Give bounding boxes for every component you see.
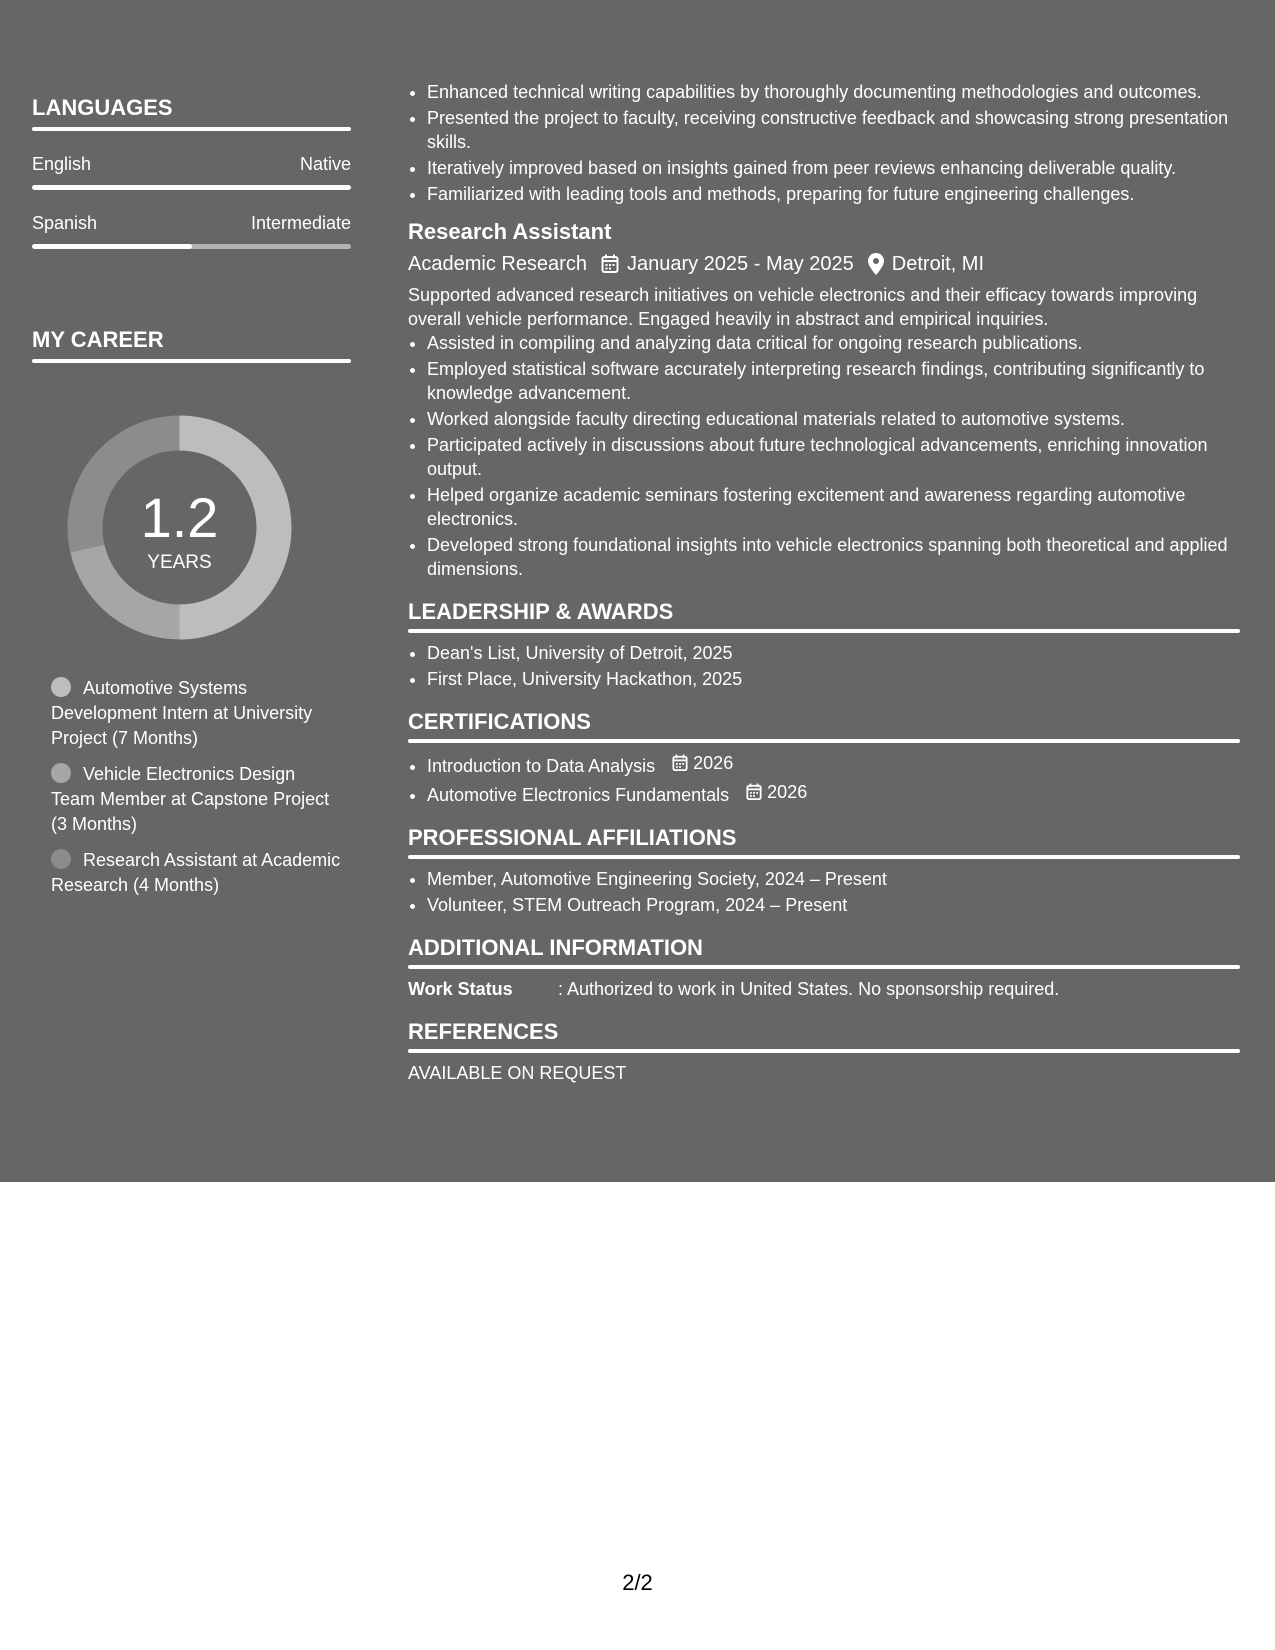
work-status-row: [408, 977, 1240, 1001]
section-rule: [408, 855, 1240, 859]
right-column: [408, 80, 1240, 1085]
affiliations-section: [408, 825, 1240, 917]
work-status-label: Work Status: [408, 979, 513, 999]
calendar-icon: [672, 754, 688, 772]
career-item-text: Vehicle Electronics Design Team Member at Capstone Project (3 Months): [51, 764, 330, 834]
language-item-english: [32, 153, 351, 190]
career-title: MY CAREER: [32, 327, 164, 352]
career-list: [51, 676, 341, 909]
career-rule: [32, 359, 351, 363]
section-rule: [408, 739, 1240, 743]
bullet-item: • Familiarized with leading tools and methods, preparing for future engineering challenges.: [427, 182, 1240, 206]
career-item: [51, 848, 341, 898]
language-bar: [32, 185, 351, 190]
certification-name: Automotive Electronics Fundamentals: [427, 785, 730, 805]
references-text: AVAILABLE ON REQUEST: [408, 1063, 627, 1083]
language-item-spanish: [32, 212, 351, 249]
page-number: 2/2: [622, 1570, 653, 1595]
certification-year: 2026: [693, 753, 734, 773]
leadership-title: LEADERSHIP & AWARDS: [408, 599, 674, 624]
languages-rule: [32, 127, 351, 131]
affiliation-item: • Volunteer, STEM Outreach Program, 2024 – Present: [427, 893, 1240, 917]
previous-job-bullets: [408, 80, 1240, 206]
bullet-item: • Employed statistical software accurately interpreting research findings, contributing significantly to knowledge advancement.: [427, 357, 1240, 405]
career-item-text: Research Assistant at Academic Research (4 Months): [51, 850, 341, 895]
additional-section: [408, 935, 1240, 1001]
language-name: English: [32, 154, 92, 174]
legend-dot-icon: [51, 763, 71, 783]
languages-title: LANGUAGES: [32, 95, 173, 120]
certification-item: [427, 751, 1240, 778]
leadership-section: [408, 599, 1240, 691]
bullet-item: • Helped organize academic seminars fostering excitement and awareness regarding automotive electronics.: [427, 483, 1240, 531]
bullet-item: • Presented the project to faculty, receiving constructive feedback and showcasing strong presentation skills.: [427, 106, 1240, 154]
job-location: Detroit, MI: [891, 253, 985, 275]
section-rule: [408, 1049, 1240, 1053]
bullet-item: • Participated actively in discussions about future technological advancements, enriching innovation output.: [427, 433, 1240, 481]
language-level: Native: [299, 154, 351, 174]
language-level: Intermediate: [250, 213, 351, 233]
bullet-item: • Developed strong foundational insights into vehicle electronics spanning both theoretical and applied dimensions.: [427, 533, 1240, 581]
job-bullets: [408, 331, 1240, 581]
language-bar-fill: [32, 185, 351, 190]
map-pin-icon: [868, 253, 884, 275]
certification-item: [427, 780, 1240, 807]
language-name: Spanish: [32, 213, 98, 233]
bullet-item: • Enhanced technical writing capabilities by thoroughly documenting methodologies and outcomes.: [427, 80, 1240, 104]
references-section: [408, 1019, 1240, 1085]
legend-dot-icon: [51, 677, 71, 697]
bullet-item: • Assisted in compiling and analyzing data critical for ongoing research publications.: [427, 331, 1240, 355]
career-item: [51, 676, 341, 751]
left-column: [32, 95, 351, 895]
job-description: Supported advanced research initiatives on vehicle electronics and their efficacy towards improving overall vehicle performance. Engaged heavily in abstract and empirical inquiries.: [408, 285, 1198, 329]
certifications-title: CERTIFICATIONS: [408, 709, 591, 734]
certification-year: 2026: [767, 782, 808, 802]
work-status-value: : Authorized to work in United States. No sponsorship required.: [558, 979, 1060, 999]
calendar-icon: [746, 783, 762, 801]
language-bar-fill: [32, 244, 192, 249]
references-title: REFERENCES: [408, 1019, 559, 1044]
award-item: • First Place, University Hackathon, 2025: [427, 667, 1240, 691]
affiliation-item: • Member, Automotive Engineering Society, 2024 – Present: [427, 867, 1240, 891]
career-item-text: Automotive Systems Development Intern at University Project (7 Months): [51, 678, 313, 748]
section-rule: [408, 965, 1240, 969]
certification-name: Introduction to Data Analysis: [427, 756, 656, 776]
additional-title: ADDITIONAL INFORMATION: [408, 935, 703, 960]
affiliations-title: PROFESSIONAL AFFILIATIONS: [408, 825, 737, 850]
career-years-unit: YEARS: [147, 552, 212, 573]
bullet-item: • Iteratively improved based on insights gained from peer reviews enhancing deliverable quality.: [427, 156, 1240, 180]
job-title: Research Assistant: [408, 219, 612, 244]
career-donut-chart: [67, 415, 292, 640]
job-meta: [408, 251, 1240, 277]
award-item: • Dean's List, University of Detroit, 2025: [427, 641, 1240, 665]
career-years-value: 1.2: [140, 486, 219, 549]
legend-dot-icon: [51, 849, 71, 869]
bullet-item: • Worked alongside faculty directing educational materials related to automotive systems.: [427, 407, 1240, 431]
job-company: Academic Research: [408, 253, 587, 275]
certifications-section: [408, 709, 1240, 807]
job-dates: January 2025 - May 2025: [626, 253, 854, 275]
section-rule: [408, 629, 1240, 633]
language-bar: [32, 244, 351, 249]
calendar-icon: [601, 254, 619, 274]
career-item: [51, 762, 341, 837]
